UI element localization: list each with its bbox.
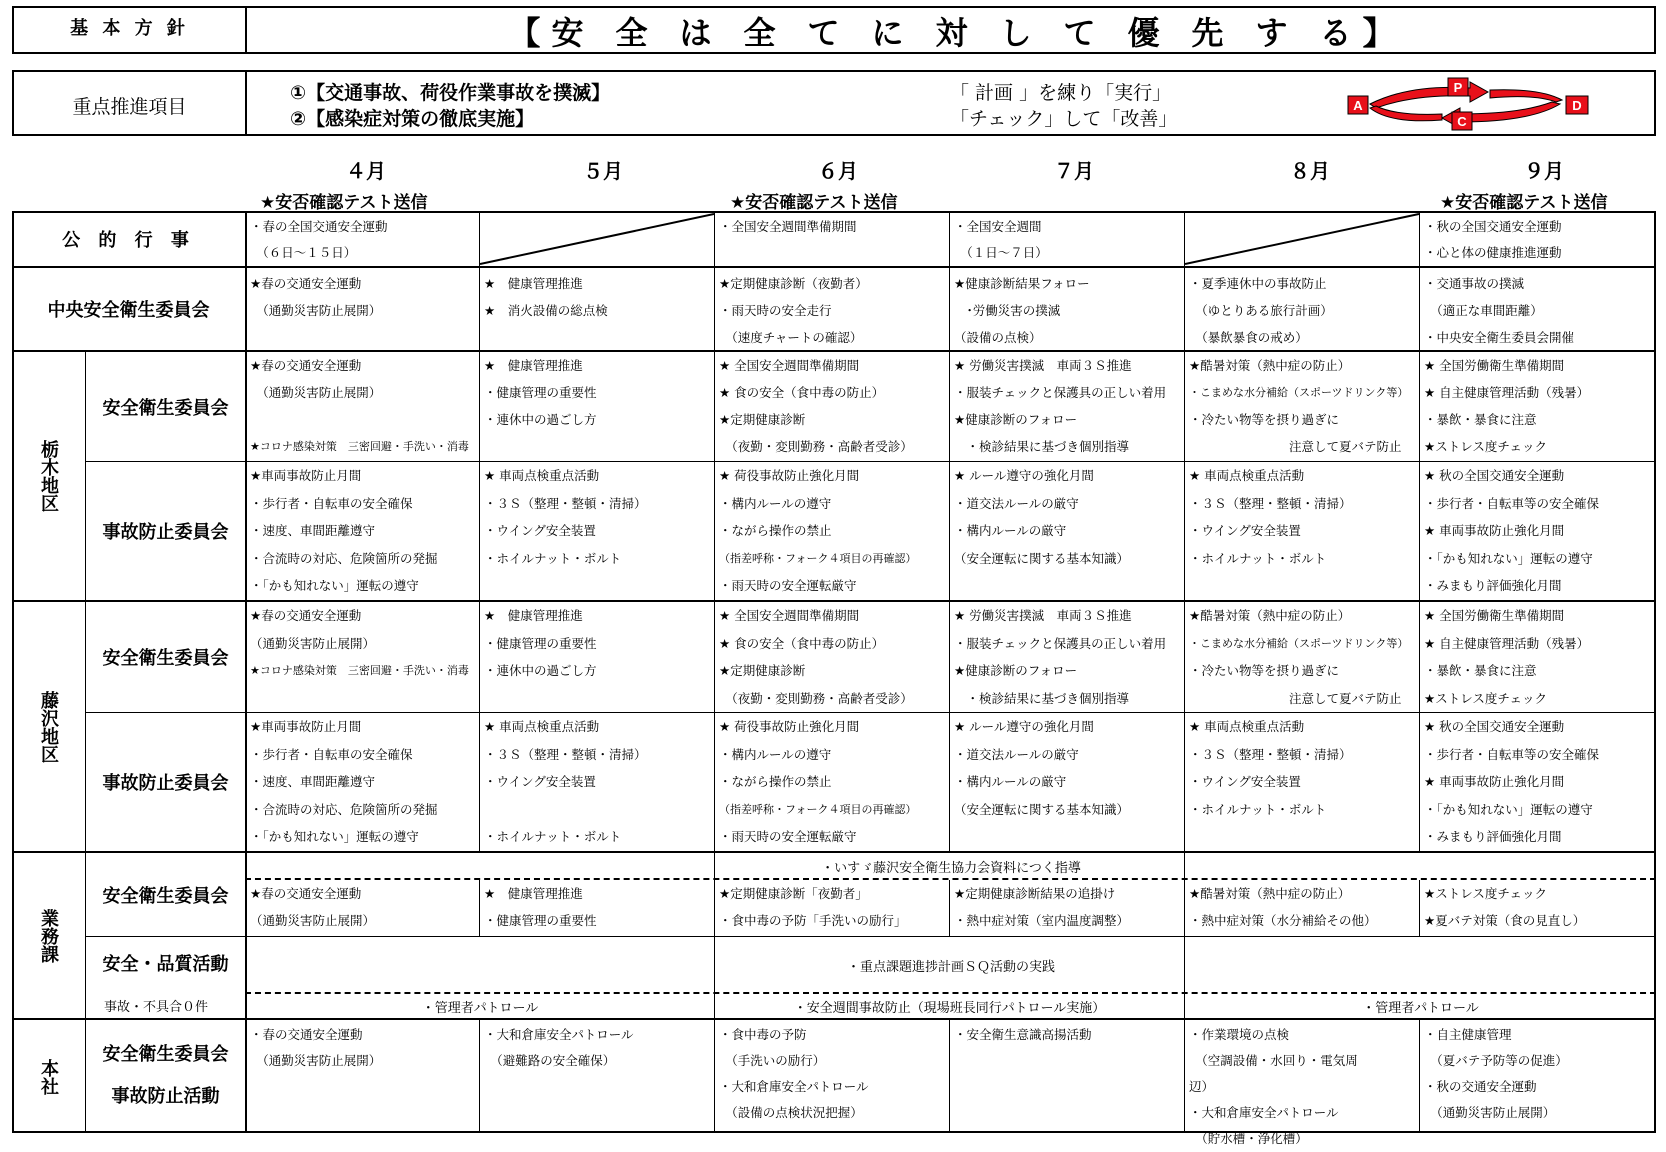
cell-line: ・構内ルールの厳守 <box>954 774 1067 789</box>
cell-line <box>250 406 479 433</box>
cell-line: （通勤災害防止展開） <box>250 913 376 928</box>
cell-line: ・速度、車間距離遵守 <box>250 523 376 538</box>
cell-kouteki-sep <box>1421 214 1653 266</box>
cell-line: （暴飲暴食の戒め） <box>1189 330 1308 345</box>
cell-line: （通勤災害防止展開） <box>250 635 376 651</box>
cell-line: ・「かも知れない」運転の遵守 <box>1424 801 1593 817</box>
cell-line: ・歩行者・自転車の安全確保 <box>250 746 413 762</box>
cell-line: （指差呼称・フォーク４項目の再確認） <box>719 551 917 565</box>
pdca-cycle-icon <box>1330 76 1600 132</box>
cell-fujisawa-jiko-aug <box>1186 713 1418 823</box>
cell-line: （通勤災害防止展開） <box>250 303 382 318</box>
cell-gyomu-anzen-aug <box>1186 880 1418 934</box>
cell-line: ・大和倉庫安全パトロール <box>484 1027 634 1042</box>
cell-line: ★春の交通安全運動 <box>250 886 362 901</box>
cell-line: ★ストレス度チェック <box>1424 439 1547 454</box>
region-tochigi: 栃木地区 <box>38 440 59 512</box>
cell-tochigi-anzen-sep <box>1421 352 1653 460</box>
cell-line: ★ストレス度チェック <box>1424 690 1547 706</box>
cell-line: （適正な車間距離） <box>1424 303 1543 318</box>
cell-line: ・食中毒の予防「手洗いの励行」 <box>719 913 907 928</box>
region-honsha: 本社 <box>38 1058 59 1095</box>
cell-line: （１日～７日） <box>954 245 1048 260</box>
anpi-test-sep: ★安否確認テスト送信 <box>1440 193 1608 213</box>
cell-line: ・ホイルナット・ボルト <box>1189 550 1327 566</box>
cell-tochigi-jiko-apr <box>247 462 479 600</box>
cell-line: ・秋の交通安全運動 <box>1424 1079 1537 1094</box>
cell-gyomu-anzen-jun <box>716 880 948 934</box>
cell-line: ・全国安全週間準備期間 <box>719 219 857 234</box>
cell-line: ・暴飲・暴食に注意 <box>1424 663 1537 678</box>
cell-fujisawa-jiko-apr <box>247 713 479 851</box>
cell-fujisawa-anzen-may <box>481 602 713 685</box>
cell-line: （通勤災害防止展開） <box>250 385 382 400</box>
cell-line: ・春の全国交通安全運動 <box>250 219 388 234</box>
cell-gyomu-anzen-apr <box>247 880 479 934</box>
cell-line: ★コロナ感染対策 三密回避・手洗い・消毒 <box>250 664 469 677</box>
cell-line: ・安全衛生意識高揚活動 <box>954 1027 1092 1042</box>
cell-line: （通勤災害防止展開） <box>250 1053 382 1068</box>
cell-chuo-jul <box>951 270 1183 351</box>
cell-tochigi-anzen-apr <box>247 352 479 460</box>
cell-honsha-jun <box>716 1022 948 1126</box>
cell-line: ★夏バテ対策（食の見直し） <box>1424 913 1586 928</box>
cell-fujisawa-jiko-jun <box>716 713 948 851</box>
cell-line <box>484 796 713 824</box>
label-gyomu-subnote: 事故・不具合０件 <box>104 1000 209 1015</box>
cell-line: （手洗いの励行） <box>719 1053 826 1068</box>
cell-line: ★酷暑対策（熱中症の防止） <box>1189 608 1351 623</box>
cell-line: ・健康管理の重要性 <box>484 913 597 928</box>
pdca-text-2: 「チェック」して「改善」 <box>950 108 1178 130</box>
label-honsha-2: 事故防止活動 <box>111 1086 220 1107</box>
cell-line: ★健康診断結果フォロー <box>954 276 1090 291</box>
month-jun: ６月 <box>818 159 858 183</box>
cell-line: ・合流時の対応、危険箇所の発掘 <box>250 801 438 817</box>
label-gyomu-hinshitsu: 安全・品質活動 <box>102 954 229 975</box>
cell-line: ★ 労働災害撲滅 車両３Ｓ推進 <box>954 608 1132 623</box>
cell-line: ★酷暑対策（熱中症の防止） <box>1189 358 1351 373</box>
cell-line: ・作業環境の点検 <box>1189 1027 1290 1042</box>
cell-line: ★ 全国労働衛生準備期間 <box>1424 358 1565 373</box>
cell-line: ★ 車両点検重点活動 <box>484 719 600 734</box>
cell-tochigi-anzen-aug <box>1186 352 1418 460</box>
cell-line: ・ウイング安全装置 <box>1189 523 1301 538</box>
cell-line: ★ 全国労働衛生準備期間 <box>1424 608 1565 623</box>
cell-line: ・連休中の過ごし方 <box>484 412 597 427</box>
cell-line: ★車両事故防止月間 <box>250 468 362 483</box>
label-tochigi-jiko: 事故防止委員会 <box>102 522 229 543</box>
cell-line: ・道交法ルールの厳守 <box>954 495 1079 511</box>
cell-line: （ゆとりある旅行計画） <box>1189 303 1333 318</box>
cell-line: ・服装チェックと保護具の正しい着用 <box>954 385 1167 400</box>
cell-line: ・３Ｓ（整理・整頓・清掃） <box>484 495 647 511</box>
cell-line: ・暴飲・暴食に注意 <box>1424 412 1537 427</box>
cell-line: 注意して夏バテ防止 <box>1189 690 1402 706</box>
cell-honsha-apr <box>247 1022 479 1074</box>
cell-line: ・みまもり評価強化月間 <box>1424 578 1562 593</box>
cell-line: ★ 健康管理推進 <box>484 276 583 291</box>
cell-fujisawa-anzen-sep <box>1421 602 1653 712</box>
cell-line: ★定期健康診断結果の追掛け <box>954 886 1116 901</box>
month-apr: ４月 <box>346 159 386 183</box>
cell-line: ・冷たい物等を摂り過ぎに <box>1189 663 1340 678</box>
focus-label: 重点推進項目 <box>72 96 187 118</box>
region-fujisawa: 藤沢地区 <box>38 690 59 763</box>
cell-tochigi-jiko-may <box>481 462 713 572</box>
cell-line: ・秋の全国交通安全運動 <box>1424 219 1562 234</box>
empty-cell-slash-may <box>480 212 714 266</box>
cell-line: （夜勤・変則勤務・高齢者受診） <box>719 690 913 706</box>
cell-line: ・検診結果に基づき個別指導 <box>954 439 1130 454</box>
cell-line: ★ 健康管理推進 <box>484 886 583 901</box>
cell-line: 注意して夏バテ防止 <box>1189 439 1402 454</box>
cell-line: ・雨天時の安全走行 <box>719 303 832 318</box>
cell-tochigi-anzen-jun <box>716 352 948 460</box>
cell-line: ★ 荷役事故防止強化月間 <box>719 468 860 483</box>
cell-line: ・雨天時の安全運転厳守 <box>719 578 857 593</box>
cell-line: ★コロナ感染対策 三密回避・手洗い・消毒 <box>250 440 469 453</box>
cell-line: ★春の交通安全運動 <box>250 276 362 291</box>
cell-line: ★ 車両点検重点活動 <box>484 468 600 483</box>
cell-fujisawa-anzen-aug <box>1186 602 1418 712</box>
label-tochigi-anzen: 安全衛生委員会 <box>102 397 229 419</box>
cell-line: ・ながら操作の禁止 <box>719 523 832 538</box>
cell-chuo-apr <box>247 270 479 324</box>
cell-line: ★ ルール遵守の強化月間 <box>954 719 1094 734</box>
cell-line: （安全運転に関する基本知識） <box>954 550 1130 566</box>
pdca-letter-c: C <box>1457 114 1467 129</box>
cell-line: ★春の交通安全運動 <box>250 608 362 623</box>
label-fujisawa-anzen: 安全衛生委員会 <box>102 648 229 669</box>
region-gyomu: 業務課 <box>38 908 59 963</box>
cell-line: ★車両事故防止月間 <box>250 719 362 734</box>
label-chuo: 中央安全衛生委員会 <box>47 300 210 321</box>
cell-line: ・自主健康管理 <box>1424 1027 1512 1042</box>
cell-line: ・健康管理の重要性 <box>484 385 597 400</box>
label-kouteki: 公 的 行 事 <box>62 230 195 251</box>
gyomu-patrol-2: ・安全週間事故防止（現場班長同行パトロール実施） <box>793 1001 1106 1016</box>
cell-line: ・「かも知れない」運転の遵守 <box>250 829 419 844</box>
cell-chuo-may <box>481 270 713 324</box>
cell-kouteki-jun <box>716 214 948 240</box>
month-aug: ８月 <box>1290 159 1330 183</box>
cell-honsha-jul <box>951 1022 1183 1048</box>
cell-line: ・こまめな水分補給（スポーツドリンク等） <box>1189 636 1409 650</box>
cell-tochigi-jiko-aug <box>1186 462 1418 572</box>
cell-line: ★ 食の安全（食中毒の防止） <box>719 385 885 400</box>
cell-line: ・心と体の健康推進運動 <box>1424 245 1562 260</box>
cell-line: ・速度、車間距離遵守 <box>250 774 376 789</box>
cell-line: ★ 車両点検重点活動 <box>1189 468 1305 483</box>
month-may: ５月 <box>583 159 623 183</box>
cell-line: ・「かも知れない」運転の遵守 <box>1424 550 1593 566</box>
cell-line: ・ウイング安全装置 <box>1189 774 1301 789</box>
cell-line: ・食中毒の予防 <box>719 1027 807 1042</box>
cell-kouteki-jul <box>951 214 1183 266</box>
cell-line: （設備の点検状況把握） <box>719 1105 863 1120</box>
cell-line: ★ 健康管理推進 <box>484 358 583 373</box>
cell-line: ・ウイング安全装置 <box>484 774 596 789</box>
label-honsha-1: 安全衛生委員会 <box>102 1044 229 1065</box>
basic-policy-text: 【 安 全 は 全 て に 対 し て 優 先 す る 】 <box>508 14 1395 52</box>
cell-honsha-sep <box>1421 1022 1653 1126</box>
cell-line: （設備の点検） <box>954 330 1042 345</box>
cell-line: ・大和倉庫安全パトロール <box>719 1079 869 1094</box>
cell-line: ★健康診断のフォロー <box>954 412 1078 427</box>
cell-tochigi-jiko-jun <box>716 462 948 600</box>
focus-item-2: ②【感染症対策の徹底実施】 <box>290 108 535 130</box>
cell-honsha-may <box>481 1022 713 1074</box>
cell-line: ・ホイルナット・ボルト <box>484 550 622 566</box>
cell-line: （貯水槽・浄化槽） <box>1189 1131 1308 1146</box>
cell-line: ★ ルール遵守の強化月間 <box>954 468 1094 483</box>
cell-line: ★ストレス度チェック <box>1424 886 1547 901</box>
cell-fujisawa-anzen-jul <box>951 602 1183 712</box>
cell-line: ・構内ルールの遵守 <box>719 495 832 511</box>
cell-line: ・大和倉庫安全パトロール <box>1189 1105 1339 1120</box>
cell-line: 辺） <box>1189 1079 1215 1094</box>
cell-line: ・ウイング安全装置 <box>484 523 596 538</box>
cell-line: ・熱中症対策（室内温度調整） <box>954 913 1130 928</box>
pdca-letter-p: P <box>1453 80 1463 95</box>
cell-line: ★ 秋の全国交通安全運動 <box>1424 719 1565 734</box>
cell-line: ★定期健康診断 <box>719 663 806 678</box>
cell-line: ・ホイルナット・ボルト <box>1189 801 1327 817</box>
cell-fujisawa-anzen-jun <box>716 602 948 712</box>
cell-line: （避難路の安全確保） <box>484 1053 616 1068</box>
cell-line: ・雨天時の安全運転厳守 <box>719 829 857 844</box>
cell-line: （空調設備・水回り・電気周 <box>1189 1053 1358 1068</box>
month-sep: ９月 <box>1524 159 1564 183</box>
pdca-letter-d: D <box>1572 98 1582 113</box>
cell-line: ★ 秋の全国交通安全運動 <box>1424 468 1565 483</box>
empty-cell-slash-aug <box>1185 212 1419 266</box>
cell-line: ･労働災害の撲滅 <box>954 303 1061 318</box>
cell-line: ★定期健康診断「夜勤者」 <box>719 886 868 901</box>
cell-line: ★ 全国安全週間準備期間 <box>719 608 860 623</box>
cell-tochigi-jiko-sep <box>1421 462 1653 600</box>
cell-line: ・連休中の過ごし方 <box>484 663 597 678</box>
cell-line: ★ 健康管理推進 <box>484 608 583 623</box>
cell-line: （安全運転に関する基本知識） <box>954 801 1130 817</box>
cell-line: ★ 全国安全週間準備期間 <box>719 358 860 373</box>
cell-chuo-aug <box>1186 270 1418 351</box>
gyomu-sq-activity: ・重点課題進捗計画ＳＱ活動の実践 <box>846 960 1055 975</box>
pdca-letter-a: A <box>1353 98 1363 113</box>
cell-kouteki-apr <box>247 214 479 266</box>
cell-tochigi-anzen-may <box>481 352 713 433</box>
cell-line: ・３Ｓ（整理・整頓・清掃） <box>1189 495 1352 511</box>
cell-line: ・「かも知れない」運転の遵守 <box>250 578 419 593</box>
basic-policy-label: 基 本 方 針 <box>70 18 189 39</box>
cell-chuo-sep <box>1421 270 1653 351</box>
cell-line: ・歩行者・自転車等の安全確保 <box>1424 746 1600 762</box>
cell-line: ・ながら操作の禁止 <box>719 774 832 789</box>
cell-line: ・合流時の対応、危険箇所の発掘 <box>250 550 438 566</box>
cell-fujisawa-jiko-may <box>481 713 713 851</box>
cell-line: ★ 車両点検重点活動 <box>1189 719 1305 734</box>
cell-line: （通勤災害防止展開） <box>1424 1105 1556 1120</box>
cell-line: ・熱中症対策（水分補給その他） <box>1189 913 1377 928</box>
cell-line: ★ 消火設備の総点検 <box>484 303 608 318</box>
cell-fujisawa-jiko-jul <box>951 713 1183 823</box>
gyomu-isuzu-note: ・いすゞ藤沢安全衛生協力会資料につく指導 <box>821 861 1081 876</box>
cell-line: ★ 荷役事故防止強化月間 <box>719 719 860 734</box>
cell-line: ・３Ｓ（整理・整頓・清掃） <box>1189 746 1352 762</box>
cell-line: （６日～１５日） <box>250 245 357 260</box>
anpi-test-jun: ★安否確認テスト送信 <box>730 193 898 213</box>
cell-line: ・３Ｓ（整理・整頓・清掃） <box>484 746 647 762</box>
cell-fujisawa-jiko-sep <box>1421 713 1653 851</box>
cell-fujisawa-anzen-apr <box>247 602 479 685</box>
cell-line: ・こまめな水分補給（スポーツドリンク等） <box>1189 386 1409 399</box>
cell-line: ★ 車両事故防止強化月間 <box>1424 774 1565 789</box>
cell-line: ・春の交通安全運動 <box>250 1027 363 1042</box>
label-gyomu-anzen: 安全衛生委員会 <box>102 885 229 907</box>
anpi-test-apr: ★安否確認テスト送信 <box>260 193 428 213</box>
cell-line: （指差呼称・フォーク４項目の再確認） <box>719 802 917 816</box>
cell-line: ・中央安全衛生委員会開催 <box>1424 330 1575 345</box>
cell-line: ・交通事故の撲滅 <box>1424 276 1525 291</box>
cell-line: ・構内ルールの遵守 <box>719 746 832 762</box>
cell-line: （夏バテ予防等の促進） <box>1424 1053 1568 1068</box>
cell-line: ・ホイルナット・ボルト <box>484 829 622 844</box>
cell-line: ★健康診断のフォロー <box>954 663 1078 678</box>
cell-line: ・歩行者・自転車等の安全確保 <box>1424 495 1600 511</box>
cell-line: ・構内ルールの厳守 <box>954 523 1067 538</box>
cell-line: （夜勤・変則勤務・高齢者受診） <box>719 439 913 454</box>
cell-line: ・検診結果に基づき個別指導 <box>954 690 1130 706</box>
cell-line: ・健康管理の重要性 <box>484 635 597 651</box>
cell-line: ★ 自主健康管理活動（残暑） <box>1424 635 1590 651</box>
cell-line: ★ 車両事故防止強化月間 <box>1424 523 1565 538</box>
focus-item-1: ①【交通事故、荷役作業事故を撲滅】 <box>290 82 611 104</box>
cell-line: ★ 自主健康管理活動（残暑） <box>1424 385 1590 400</box>
cell-line: ★酷暑対策（熱中症の防止） <box>1189 886 1351 901</box>
cell-tochigi-jiko-jul <box>951 462 1183 572</box>
cell-gyomu-anzen-jul <box>951 880 1183 934</box>
cell-line: （速度チャートの確認） <box>719 330 863 345</box>
gyomu-patrol-1: ・管理者パトロール <box>421 1001 539 1016</box>
month-jul: ７月 <box>1054 159 1094 183</box>
cell-line: ★ 労働災害撲滅 車両３Ｓ推進 <box>954 358 1132 373</box>
cell-tochigi-anzen-jul <box>951 352 1183 460</box>
pdca-text-1: 「 計画 」を練り「実行」 <box>950 82 1172 104</box>
cell-line: ★定期健康診断（夜勤者） <box>719 276 868 291</box>
cell-line: ・夏季連休中の事故防止 <box>1189 276 1327 291</box>
cell-line: ・歩行者・自転車の安全確保 <box>250 495 413 511</box>
cell-line: ・服装チェックと保護具の正しい着用 <box>954 635 1167 651</box>
cell-line: ★ 食の安全（食中毒の防止） <box>719 635 885 651</box>
cell-line: ★春の交通安全運動 <box>250 358 362 373</box>
cell-gyomu-anzen-sep <box>1421 880 1653 934</box>
cell-line: ・全国安全週間 <box>954 219 1042 234</box>
cell-gyomu-anzen-may <box>481 880 713 934</box>
cell-line: ★定期健康診断 <box>719 412 806 427</box>
label-fujisawa-jiko: 事故防止委員会 <box>102 773 229 794</box>
cell-line: ・冷たい物等を摂り過ぎに <box>1189 412 1340 427</box>
cell-line: ・道交法ルールの厳守 <box>954 746 1079 762</box>
cell-chuo-jun <box>716 270 948 351</box>
cell-line: ・みまもり評価強化月間 <box>1424 829 1562 844</box>
cell-honsha-aug <box>1186 1022 1418 1152</box>
gyomu-patrol-3: ・管理者パトロール <box>1362 1001 1479 1016</box>
